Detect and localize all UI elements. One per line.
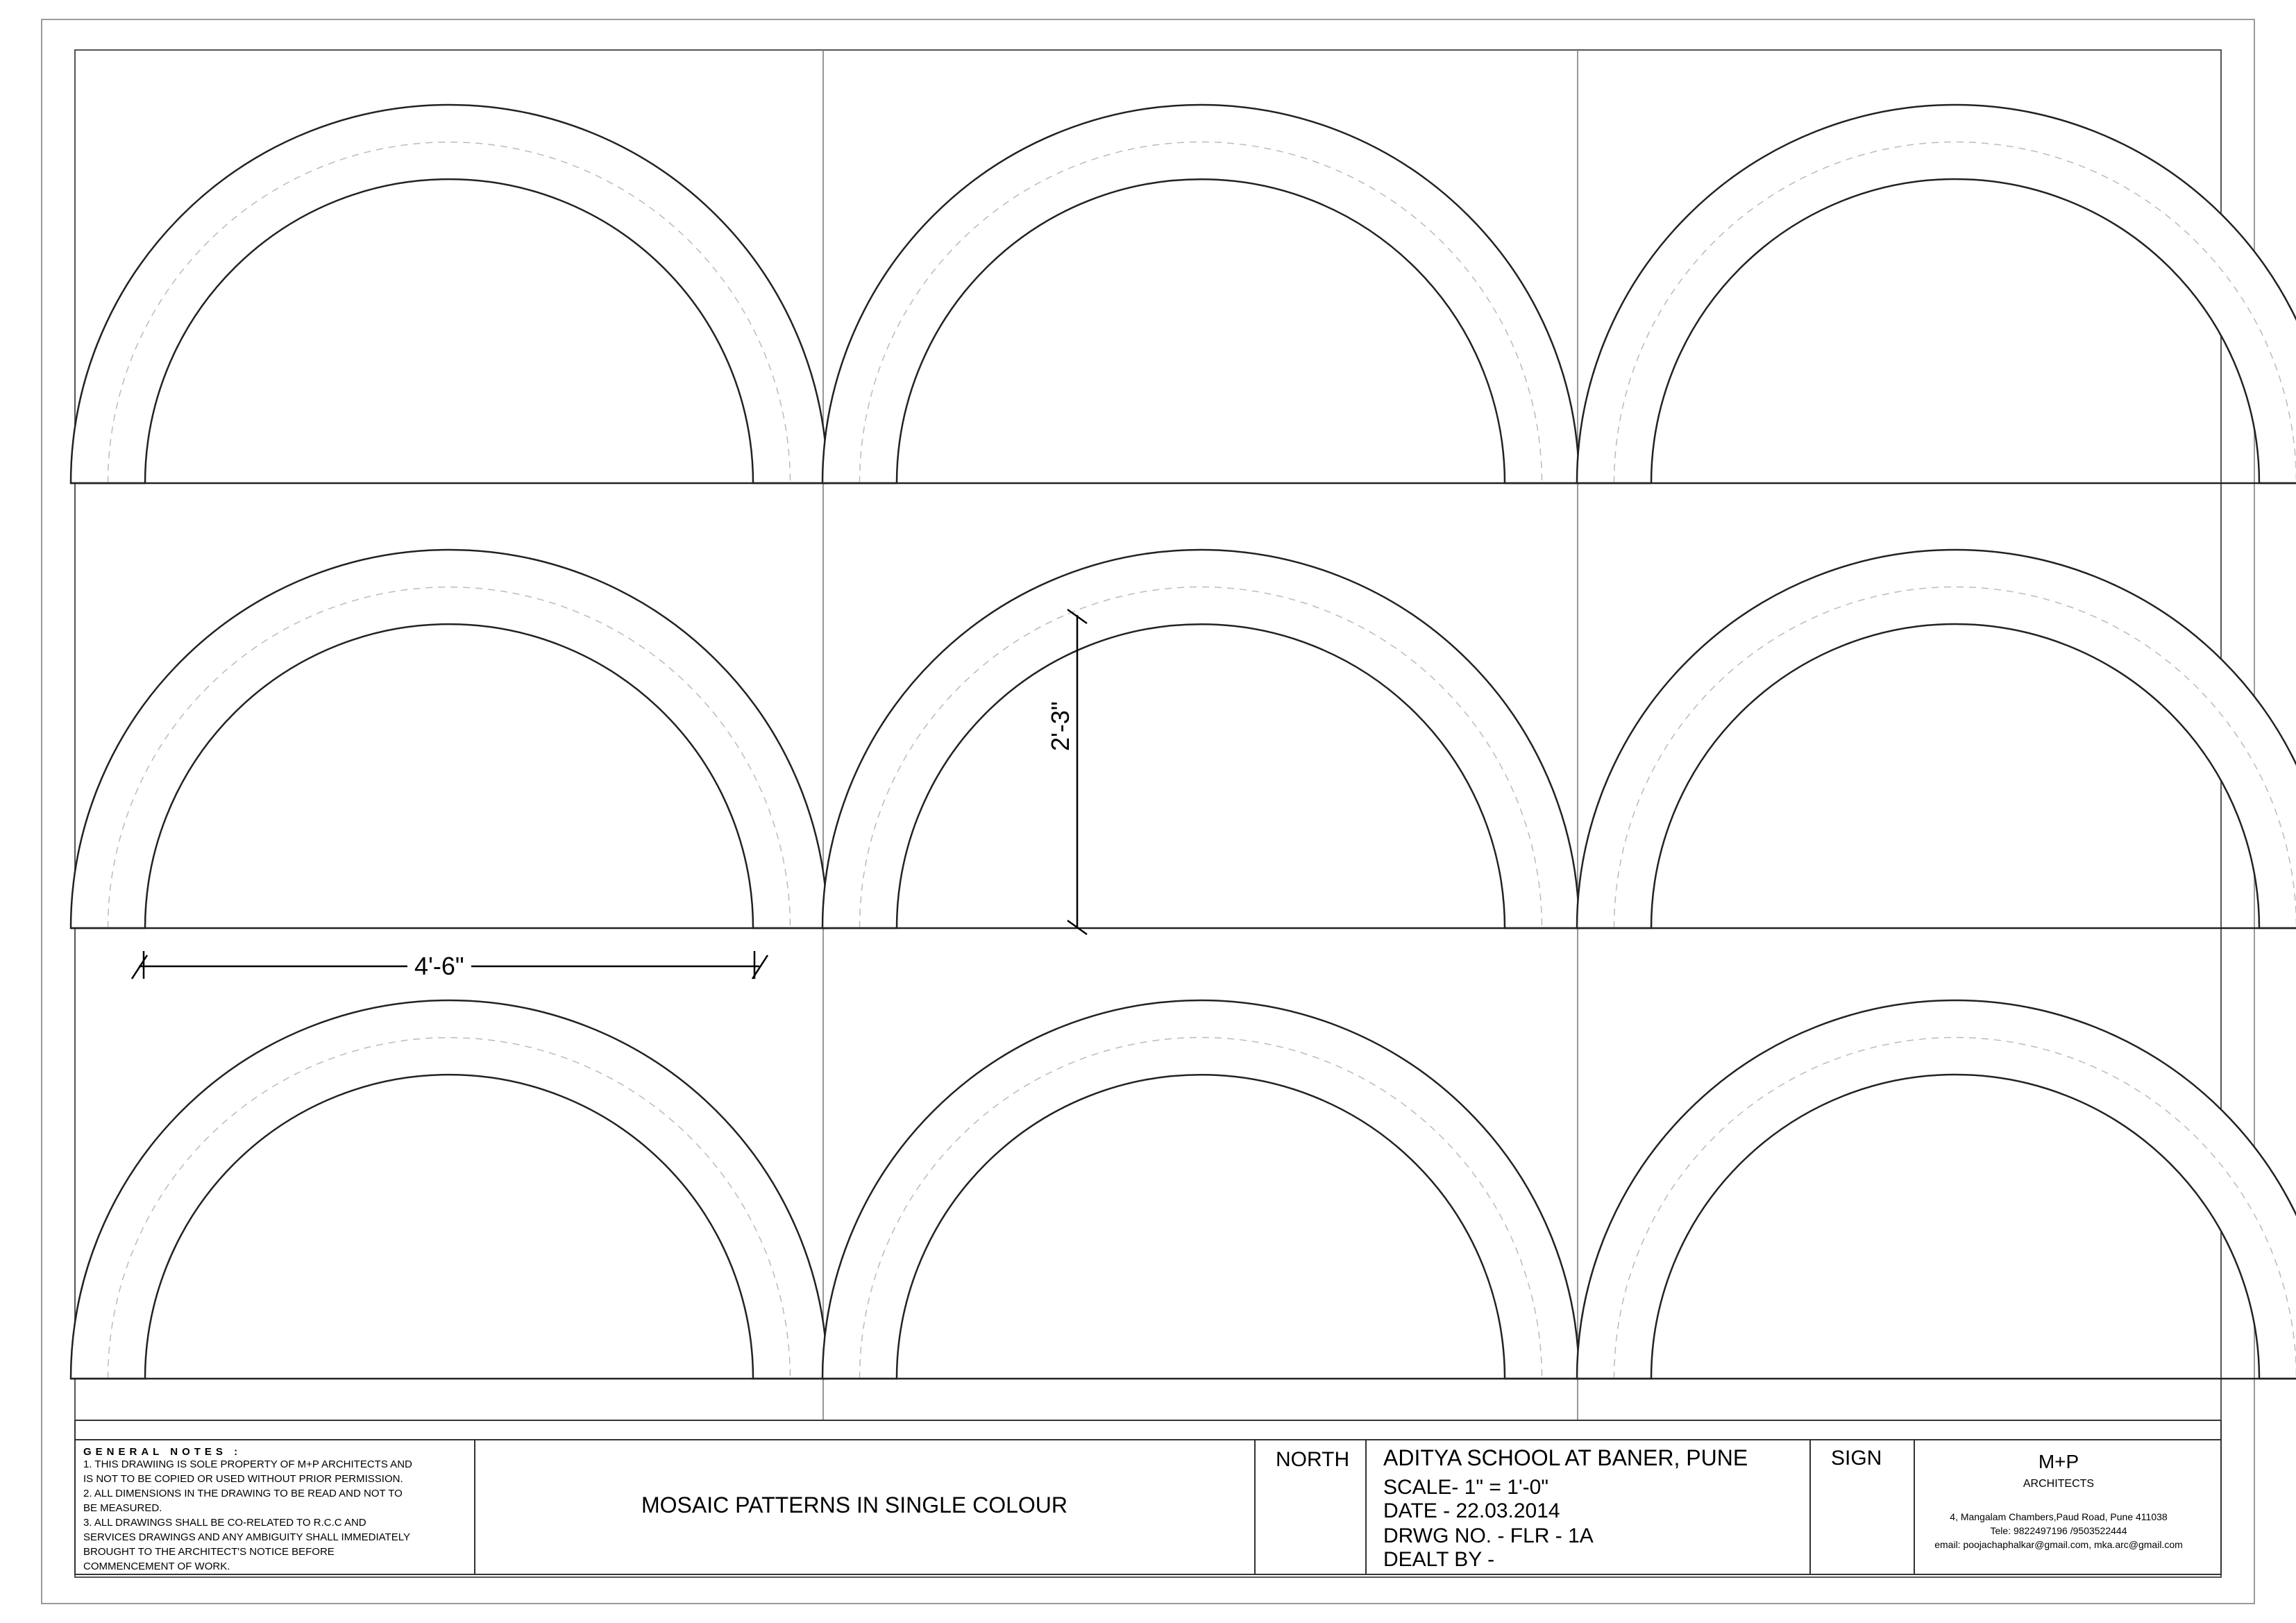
firm-phone: Tele: 9822497196 /9503522444 — [1990, 1525, 2127, 1536]
north-label: NORTH — [1276, 1448, 1350, 1471]
arch-panels — [71, 105, 2296, 1379]
arch-band — [1577, 1000, 2296, 1379]
dealt-by: DEALT BY - — [1383, 1548, 1495, 1571]
arch — [71, 1000, 827, 1379]
arch-band — [71, 105, 827, 483]
outer-border — [42, 19, 2254, 1604]
note-line: IS NOT TO BE COPIED OR USED WITHOUT PRIOR PERMISSION. — [83, 1473, 403, 1485]
note-line: BROUGHT TO THE ARCHITECT'S NOTICE BEFORE — [83, 1546, 335, 1558]
arch — [822, 1000, 1579, 1379]
general-notes-heading: GENERAL NOTES : — [83, 1446, 242, 1458]
arch — [1577, 105, 2296, 483]
arch-band — [71, 1000, 827, 1379]
note-line: 3. ALL DRAWINGS SHALL BE CO-RELATED TO R.C.C AND — [83, 1517, 366, 1529]
arch — [1577, 550, 2296, 928]
drawing-title: MOSAIC PATTERNS IN SINGLE COLOUR — [641, 1492, 1068, 1517]
arch-band — [71, 550, 827, 928]
arch — [71, 550, 827, 928]
arch — [71, 105, 827, 483]
project-name: ADITYA SCHOOL AT BANER, PUNE — [1383, 1445, 1748, 1470]
firm-address: 4, Mangalam Chambers,Paud Road, Pune 411038 — [1950, 1511, 2168, 1522]
arch-band — [1577, 550, 2296, 928]
date-text: DATE - 22.03.2014 — [1383, 1499, 1560, 1522]
arch-band — [822, 105, 1579, 483]
arch — [1577, 1000, 2296, 1379]
scale-text: SCALE- 1" = 1'-0" — [1383, 1476, 1548, 1499]
firm-subtitle: ARCHITECTS — [2023, 1478, 2095, 1490]
firm-email: email: poojachaphalkar@gmail.com, mka.arc@gmail.com — [1934, 1539, 2183, 1550]
firm-name: M+P — [2038, 1451, 2079, 1472]
note-line: COMMENCEMENT OF WORK. — [83, 1561, 230, 1572]
arch-band — [822, 550, 1579, 928]
note-line: BE MEASURED. — [83, 1502, 162, 1514]
arch-band — [1577, 105, 2296, 483]
arch-band — [822, 1000, 1579, 1379]
arch — [822, 105, 1579, 483]
width-dimension-label — [407, 954, 492, 979]
dimension-height-text: 2'-3" — [1046, 694, 1074, 758]
note-line: 2. ALL DIMENSIONS IN THE DRAWING TO BE READ AND NOT TO — [83, 1488, 403, 1499]
panel-grid — [75, 50, 2221, 1420]
note-line: SERVICES DRAWINGS AND ANY AMBIGUITY SHALL IMMEDIATELY — [83, 1531, 410, 1543]
dimension-width-text: 4'-6" — [407, 952, 471, 980]
drawing-number: DRWG NO. - FLR - 1A — [1383, 1524, 1594, 1547]
inner-border — [75, 50, 2221, 1577]
sign-label: SIGN — [1831, 1447, 1882, 1470]
height-dimension — [1067, 609, 1087, 934]
height-dimension-label — [1048, 694, 1073, 758]
note-line: 1. THIS DRAWIING IS SOLE PROPERTY OF M+P ARCHITECTS AND — [83, 1458, 412, 1470]
arch — [822, 550, 1579, 928]
